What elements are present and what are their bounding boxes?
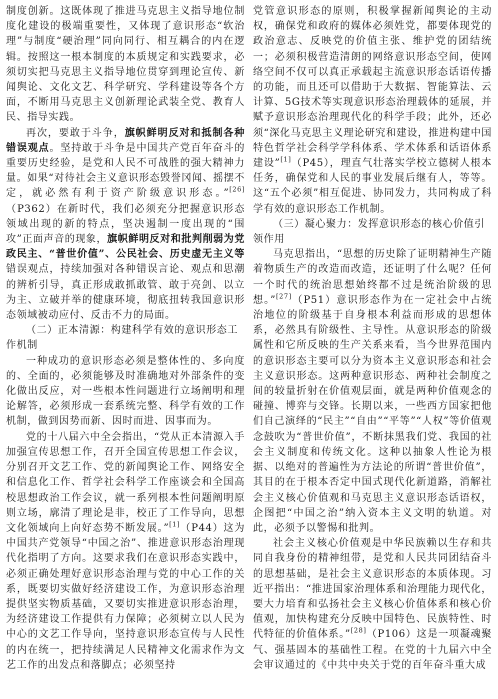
text-run: 一种成功的意识形态必须是整体性的、多向度的、全面的，必须能够及时准确地对外部条件的变化做出反应，对一些根本性问题进行立场阐明和理论解答，必须形成一套系统完整、科学有效的工作机制，做到因势而新、因时而进、因事而为。 bbox=[6, 355, 245, 428]
bold-text-run: 旗帜鲜明反对和批判削弱为党政民主、“普世价值”、公民社会、历史虚无主义等 bbox=[6, 234, 245, 261]
body-paragraph bbox=[253, 536, 492, 673]
text-run: （P106）这是一项凝魂聚气、强基固本的基础性工程。在党的十九届六中全会审议通过的《中共中央关于党的百年奋斗重大成 bbox=[253, 629, 492, 671]
text-run: （P362）在新时代，我们必须充分把握意识形态领域出现的新的特点，坚决遏制一度出现的“围攻”正面声音的现象， bbox=[6, 203, 245, 246]
text-run: （P45），理直气壮落实学校立德树人根本任务，确保党和人民的事业发展后继有人，等等。这“五个必须”相互促进、协同发力，共同构成了科学有效的意识形态工作机制。 bbox=[253, 158, 492, 215]
text-run: （P51）意识形态作为在一定社会中占统治地位的阶级基于自身根本利益而形成的思想体系，必然具有阶级性、主导性。从意识形态的阶级属性和它所反映的生产关系来看，当今世界范围内的意识形态主要可以分为资本主义意识形态和社会主义意识形态。这两种意识形态、两种社会制度之间的较量折射在价值观层面，就是两种价值观念的碰撞、博弈与交锋。长期以来，一些西方国家把他们自己演绎的“民主”“自由”“平等”“人权”等价值观念鼓吹为“普世价值”，不断抹黑我们党、我国的社会主义制度和传统文化。这种以抽象人性论为根据、以绝对的普遍性为方法论的所谓“普世价值”，其目的在于根本否定中国式现代化新道路，消解社会主义核心价值观和马克思主义意识形态话语权，企图把“中国之治”纳入资本主义文明的轨道。对此，必须予以警惕和批判。 bbox=[253, 294, 492, 534]
text-run: 。坚持敢于斗争是中国共产党百年奋斗的重要历史经验，是党和人民不可战胜的强大精神力量。如果“对待社会主义意识形态毁誉冈闻、摇摆不定，就必然有利于资产阶级意识形态。” bbox=[6, 142, 245, 200]
left-text-column bbox=[6, 4, 245, 695]
section-heading: （二）正本清源：构建科学有效的意识形态工作机制 bbox=[6, 325, 238, 352]
body-paragraph bbox=[253, 247, 492, 536]
body-paragraph bbox=[6, 4, 245, 126]
citation-marker: [28] bbox=[350, 627, 367, 635]
body-paragraph bbox=[6, 354, 245, 430]
text-run: 错误观点，持续加强对各种错误言论、观点和思潮的辨析引导，真正形成敢抓敢管、敢于亮剑、以立为主、立破并举的健康环境，彻底扭转我国意识形态领域被动应付、反击不力的局面。 bbox=[6, 264, 245, 322]
text-run: 党的十八届六中全会指出，“党从正本清源入手加强宣传思想工作，召开全国宣传思想工作会议，分别召开文艺工作、党的新闻舆论工作、网络安全和信息化工作、哲学社会科学工作座谈会和全国高校思想政治工作会议，就一系列根本性问题阐明原则立场，廓清了理论是非，校正了工作导向，思想文化领域向上向好态势不断发展。” bbox=[6, 431, 245, 534]
citation-marker: [1] bbox=[169, 520, 181, 529]
body-paragraph bbox=[6, 430, 245, 673]
text-run: 制度创新。这既体现了推进马克思主义指导地位制度化建设的极端重要性，又体现了意识形态“软治理”与制度“硬治理”同向同行、相互耦合的内在逻辑。按照这一根本制度的本质规定和实践要求，必须切实把马克思主义指导地位贯穿到理论宣传、新闻舆论、文化文艺、科学研究、学科建设等各个方面，不断用马克思主义创新理论武装全党、教育人民、指导实践。 bbox=[6, 6, 245, 124]
text-run: 党管意识形态的原则，积极掌握新闻舆论的主动权，确保党和政府的媒体必须姓党，都要体现党的政治意志、反映党的价值主张、维护党的团结统一；必须积极营造清朗的网络意识形态空间，使网络空间不仅可以真正承载起主流意识形态话语传播的功能，而且还可以借助于大数据、智能算法、云计算、5G技术等实现意识形态治理载体的延展，并赋予意识形态治理现代化的科学手段；此外，还必须“深化马克思主义理论研究和建设，推进构建中国特色哲学社会科学学科体系、学术体系和话语体系建设” bbox=[253, 6, 492, 170]
right-text-column bbox=[253, 4, 492, 695]
citation-marker: [27] bbox=[276, 292, 292, 301]
text-run: （P44）这为中国共产党领导“中国之治”、推进意识形态治理现代化指明了方向。这要求我们在意识形态实践中，必须正确处理好意识形态治理与党的中心工作的关系，既要切实做好经济建设工作，为意识形态治理提供坚实物质基础，又要切实推进意识形态治理，为经济建设工作提供有力保障；必须树立以人民为中心的文艺工作导向，坚持意识形态宣传与人民性的内在统一，把持续满足人民精神文化需求作为文艺工作的出发点和落脚点；必须坚持 bbox=[6, 522, 245, 671]
text-run: 马克思指出，“思想的历史除了证明精神生产随着物质生产的改造而改造，还证明了什么呢？任何一个时代的统治思想始终都不过是统治阶级的思想。” bbox=[253, 249, 492, 306]
text-run: 社会主义核心价值观是中华民族赖以生存和共同自我身份的精神纽带，是党和人民共同团结奋斗的思想基础，是社会主义意识形态的本质体现。习近平指出：“推进国家治理体系和治理能力现代化，要大力培育和弘扬社会主义核心价值体系和核心价值观，加快构建充分反映中国特色、民族特性、时代特征的价值体系。” bbox=[253, 538, 492, 641]
section-heading: （三）凝心聚力：发挥意识形态的核心价值引领作用 bbox=[253, 218, 485, 246]
citation-marker: [1] bbox=[280, 155, 292, 164]
body-paragraph bbox=[253, 4, 492, 217]
text-run: 再次，要敢于斗争， bbox=[26, 127, 125, 139]
citation-marker: [26] bbox=[229, 186, 245, 195]
bold-text-run: 旗帜鲜明反对和抵制各种错误观点 bbox=[6, 127, 245, 154]
body-paragraph bbox=[6, 126, 245, 324]
